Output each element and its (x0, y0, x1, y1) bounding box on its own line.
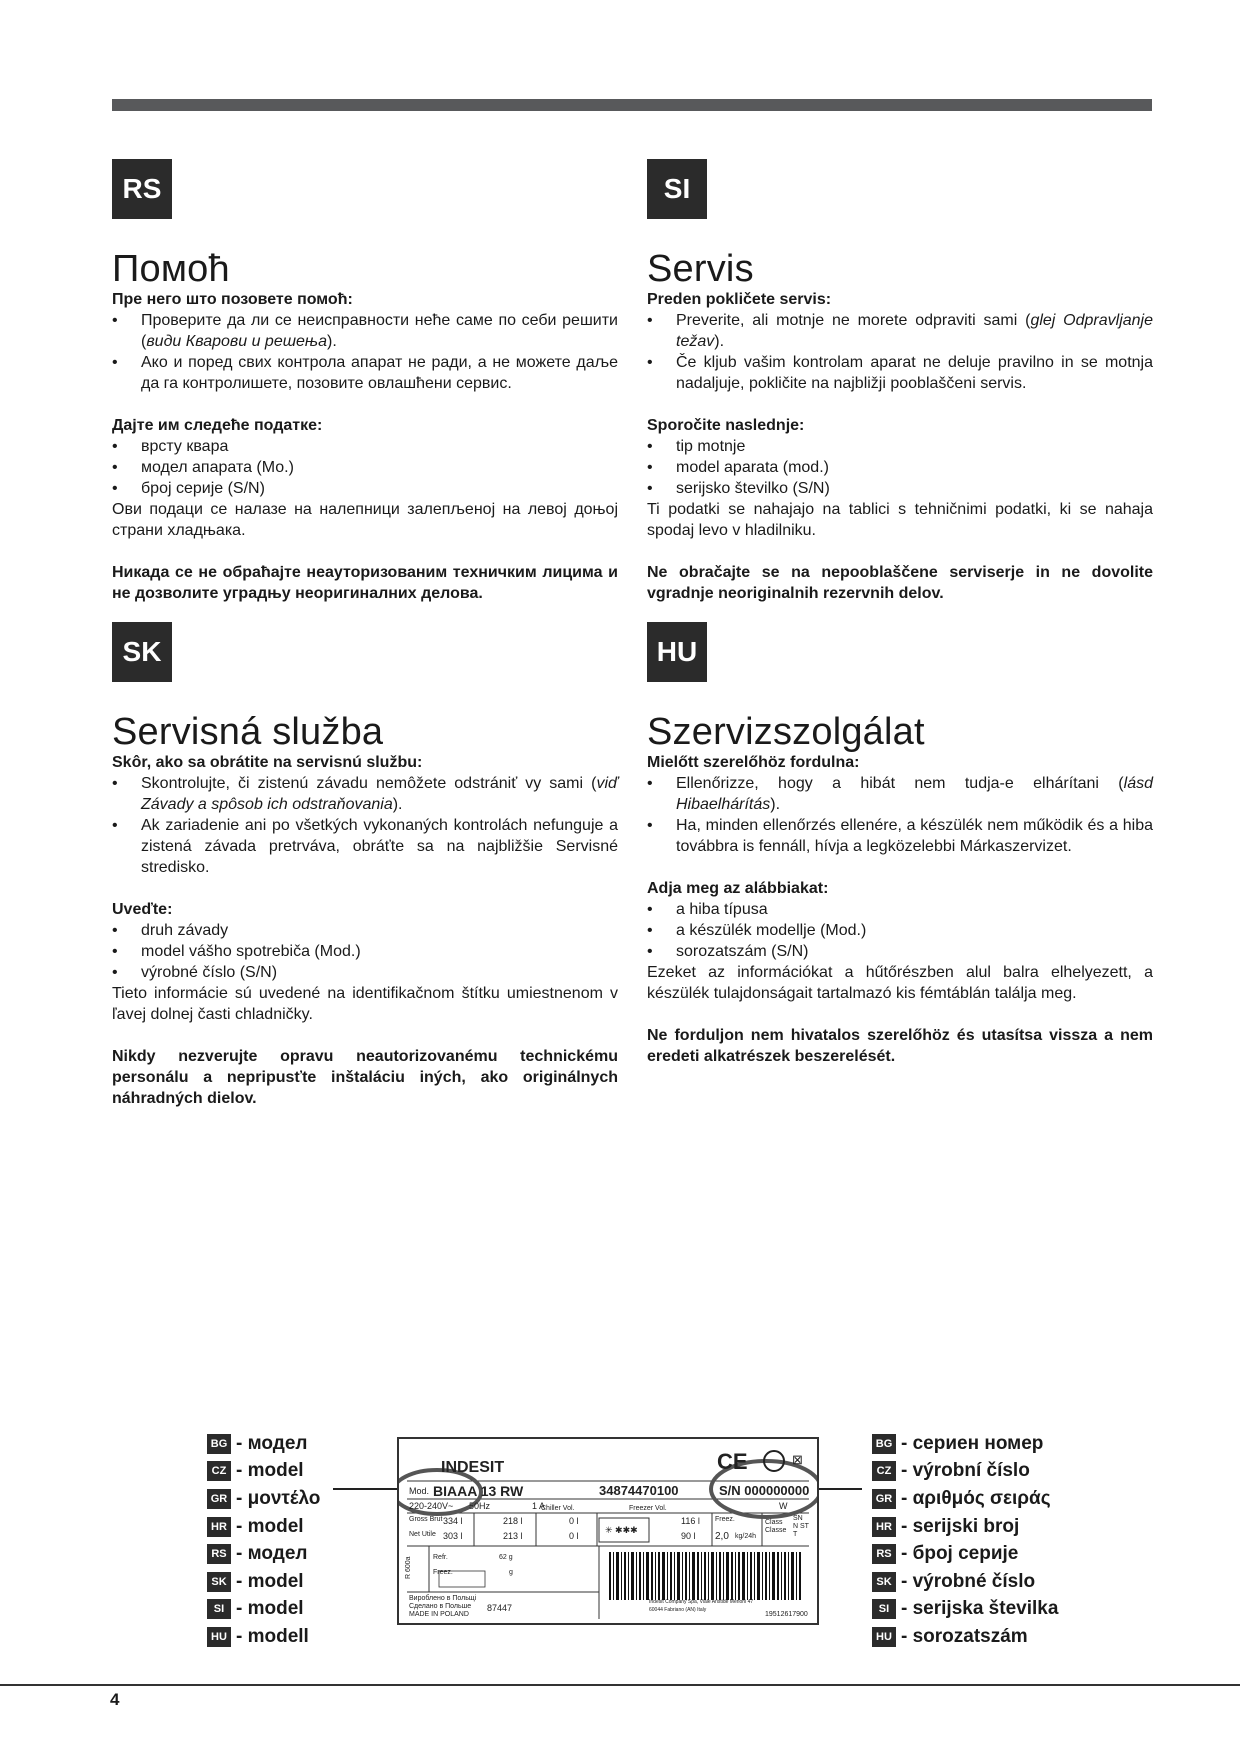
info-list (647, 899, 1153, 962)
list-item: • model vášho spotrebiča (Mod.) (112, 941, 618, 962)
legend-row (872, 1596, 1058, 1624)
freez-unit: g (509, 1569, 513, 1576)
info-paragraph: Tieto informácie sú uvedené na identifikačnom štítku umiestnenom v ľavej dolnej časti chladničky. (112, 985, 618, 1023)
legend-serial (872, 1430, 1058, 1651)
lang-code: HR (207, 1517, 231, 1537)
lang-code: RS (872, 1544, 896, 1564)
list-item: • druh závady (112, 920, 618, 941)
lang-code: GR (872, 1489, 896, 1509)
lang-badge-sk: SK (112, 622, 172, 682)
serial-small: 19512617900 (765, 1611, 808, 1618)
lang-code: CZ (872, 1461, 896, 1481)
list-item: • врсту квара (112, 436, 618, 457)
net-total: 303 l (443, 1531, 463, 1541)
origin-rus: Сделано в Польше (409, 1603, 472, 1610)
serial-value: S/N 000000000 (719, 1483, 810, 1498)
frequency: 50Hz (469, 1501, 491, 1511)
refrigerant-type: R 600a (405, 1556, 412, 1579)
warning-paragraph: Ne forduljon nem hivatalos szerelőhöz és utasítsa vissza a nem eredeti alkatrészek beszerelését. (647, 1027, 1153, 1065)
voltage: 220-240V~ (409, 1501, 454, 1511)
lang-code: HR (872, 1517, 896, 1537)
section-title: Szervizszolgálat (647, 711, 925, 753)
refr-label: Refr. (433, 1554, 448, 1561)
product-code: 34874470100 (599, 1483, 679, 1498)
freezer-header: Freezer Vol. (629, 1505, 667, 1512)
info-paragraph: Ezeket az információkat a hűtőrészben alul balra elhelyezett, a készülék tulajdonságait tartalmazó kis fémtáblán találja meg. (647, 964, 1153, 1002)
list-item: • tip motnje (647, 436, 1153, 457)
legend-text: - výrobní číslo (901, 1460, 1030, 1482)
lang-code: HU (872, 1627, 896, 1647)
freez-label: Freez. (715, 1516, 735, 1523)
legend-row (872, 1458, 1058, 1486)
list-item: • Ellenőrizze, hogy a hibát nem tudja-e elhárítani (lásd Hibaelhárítás). (647, 773, 1153, 815)
model-value: BIAAA 13 RW (433, 1483, 524, 1499)
legend-row (872, 1430, 1058, 1458)
company-address: Indesit Company Spa, Viale Aristide Merloni 47 (649, 1599, 754, 1605)
net-freezer: 90 l (681, 1531, 696, 1541)
refr-value: 62 g (499, 1554, 513, 1561)
section-subtitle: Skôr, ako sa obrátite na servisnú službu: (112, 754, 423, 771)
legend-row (872, 1513, 1058, 1541)
class-label: Class Classe (765, 1519, 787, 1534)
legend-model (207, 1430, 320, 1651)
checks-list (112, 773, 618, 878)
list-item: • sorozatszám (S/N) (647, 941, 1153, 962)
list-item: • Ако и поред свих контрола апарат не ради, а не можете даље да га контролишете, позовите овлашћени сервис. (112, 352, 618, 394)
legend-row (872, 1623, 1058, 1651)
legend-text: - výrobné číslo (901, 1570, 1036, 1592)
warning-paragraph: Ne obračajte se na nepooblaščene serviserje in ne dovolite vgradnje neoriginalnih rezervnih delov. (647, 564, 1153, 602)
section-title: Servisná služba (112, 711, 384, 753)
list-item: • a hiba típusa (647, 899, 1153, 920)
page-number: 4 (110, 1690, 120, 1709)
top-divider-bar (112, 99, 1152, 111)
ce-mark-icon: CE (717, 1449, 748, 1474)
net-label: Net Utile (409, 1531, 436, 1538)
lang-code: SK (872, 1572, 896, 1592)
info-paragraph: Ови подаци се налазе на налепници залепљеној на левој доњој страни хладњака. (112, 501, 618, 539)
bottom-divider (0, 1684, 1240, 1686)
legend-row (872, 1485, 1058, 1513)
gross-chiller: 0 l (569, 1516, 579, 1526)
legend-text: - serijski broj (901, 1515, 1020, 1537)
info-paragraph: Ti podatki se nahajajo na tablici s tehničnimi podatki, ki se nahaja spodaj levo v hladilniku. (647, 501, 1153, 539)
section-rs (112, 159, 618, 604)
legend-text: - сериен номер (901, 1432, 1044, 1454)
legend-text: - modell (236, 1625, 309, 1647)
gross-freezer: 116 l (681, 1516, 700, 1526)
section-title: Servis (647, 248, 754, 290)
gross-fridge: 218 l (503, 1516, 523, 1526)
legend-row (207, 1485, 320, 1513)
warning-paragraph: Никада се не обраћајте неауторизованим техничким лицима и не дозволите уградњу неоригиналних делова. (112, 564, 618, 602)
list-item: • výrobné číslo (S/N) (112, 962, 618, 983)
gross-label: Gross Brut (409, 1516, 443, 1523)
info-list (112, 920, 618, 983)
legend-text: - model (236, 1598, 304, 1620)
section-sk (112, 622, 618, 1109)
legend-row (207, 1430, 320, 1458)
list-item: • model aparata (mod.) (647, 457, 1153, 478)
give-info-title: Дајте им следеће податке: (112, 417, 323, 434)
legend-text: - model (236, 1570, 304, 1592)
give-info-title: Sporočite naslednje: (647, 417, 805, 434)
list-item: • број серије (S/N) (112, 478, 618, 499)
net-chiller: 0 l (569, 1531, 579, 1541)
list-item: • Ha, minden ellenőrzés ellenére, a készülék nem működik és a hiba továbbra is fennáll, hívja a legközelebbi Márkaszervizet. (647, 815, 1153, 857)
section-title: Помоћ (112, 248, 230, 290)
info-list (647, 436, 1153, 499)
section-subtitle: Preden pokličete servis: (647, 291, 832, 308)
legend-row (207, 1513, 320, 1541)
legend-text: - модел (236, 1432, 308, 1454)
section-subtitle: Пре него што позовете помоћ: (112, 291, 353, 308)
legend-text: - model (236, 1460, 304, 1482)
capacity-unit: kg/24h (735, 1533, 757, 1540)
list-item: • Skontrolujte, či zistenú závadu nemôžete odstrániť vy sami (viď Závady a spôsob ich odstraňovania). (112, 773, 618, 815)
lang-code: RS (207, 1544, 231, 1564)
lang-code: BG (207, 1434, 231, 1454)
legend-row (207, 1568, 320, 1596)
legend-text: - αριθμός σειράς (901, 1487, 1051, 1509)
lang-badge-rs: RS (112, 159, 172, 219)
gross-total: 334 l (443, 1516, 463, 1526)
list-item: • Ak zariadenie ani po všetkých vykonaných kontrolách nefunguje a zistená závada pretrváva, obráťte sa na najbližšie Servisné stredisko. (112, 815, 618, 878)
freez-label-2: Freez. (433, 1569, 453, 1576)
list-item: • a készülék modellje (Mod.) (647, 920, 1153, 941)
origin-code: 87447 (487, 1603, 513, 1613)
lang-badge-si: SI (647, 159, 707, 219)
lang-code: GR (207, 1489, 231, 1509)
list-item: • Če kljub vašim kontrolam aparat ne deluje pravilno in se motnja nadaljuje, pokličite na najbližji pooblaščeni servis. (647, 352, 1153, 394)
star-rating: ✳ ✱✱✱ (605, 1525, 638, 1535)
give-info-title: Uveďte: (112, 901, 173, 918)
warning-paragraph: Nikdy nezverujte opravu neautorizovanému technickému personálu a nepripusťte inštaláciu iných, ako originálnych náhradných dielov. (112, 1048, 618, 1107)
brand-logo: INDESIT (441, 1459, 505, 1476)
chiller-header: Chiller Vol. (541, 1505, 575, 1512)
mod-label: Mod. (409, 1486, 430, 1496)
checks-list (647, 773, 1153, 857)
lang-code: BG (872, 1434, 896, 1454)
lang-code: HU (207, 1627, 231, 1647)
legend-text: - број серије (901, 1543, 1019, 1565)
legend-text: - μοντέλο (236, 1487, 321, 1509)
legend-row (872, 1568, 1058, 1596)
list-item: • модел апарата (Мо.) (112, 457, 618, 478)
net-fridge: 213 l (503, 1531, 523, 1541)
legend-row (207, 1458, 320, 1486)
section-si (647, 159, 1153, 604)
legend-text: - model (236, 1515, 304, 1537)
legend-row (872, 1540, 1058, 1568)
freezing-capacity: 2,0 (715, 1531, 729, 1542)
legend-row (207, 1623, 320, 1651)
current: 1 A (532, 1501, 546, 1511)
lang-code: SI (207, 1599, 231, 1619)
barcode (609, 1552, 801, 1600)
section-hu (647, 622, 1153, 1067)
origin-ukr: Вироблено в Польщі (409, 1595, 477, 1602)
bin-icon: ⊠ (792, 1452, 803, 1467)
power-unit: W (779, 1501, 788, 1511)
give-info-title: Adja meg az alábbiakat: (647, 880, 829, 897)
section-subtitle: Mielőtt szerelőhöz fordulna: (647, 754, 860, 771)
list-item: • Preverite, ali motnje ne morete odpraviti sami (glej Odpravljanje težav). (647, 310, 1153, 352)
lang-code: CZ (207, 1461, 231, 1481)
checks-list (647, 310, 1153, 394)
climate-class: SN N ST T (793, 1515, 809, 1538)
lang-code: SK (207, 1572, 231, 1592)
legend-text: - модел (236, 1543, 308, 1565)
legend-text: - sorozatszám (901, 1625, 1028, 1647)
lang-badge-hu: HU (647, 622, 707, 682)
legend-text: - serijska številka (901, 1598, 1059, 1620)
origin-eng: MADE IN POLAND (409, 1611, 469, 1618)
list-item: • serijsko številko (S/N) (647, 478, 1153, 499)
company-city: 60044 Fabriano (AN) Italy (649, 1607, 707, 1613)
rating-label (397, 1437, 819, 1625)
lang-code: SI (872, 1599, 896, 1619)
info-list (112, 436, 618, 499)
list-item: • Проверите да ли се неисправности неће саме по себи решити (види Кварови и решења). (112, 310, 618, 352)
checks-list (112, 310, 618, 394)
legend-row (207, 1540, 320, 1568)
legend-row (207, 1596, 320, 1624)
